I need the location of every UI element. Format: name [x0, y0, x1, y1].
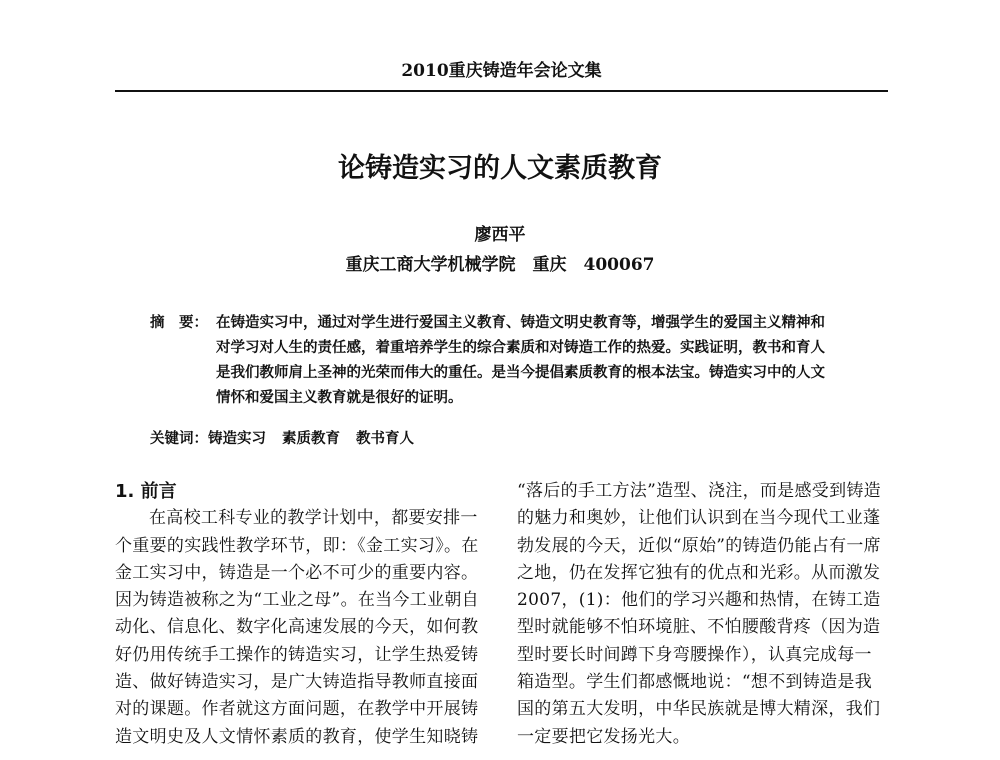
body-line: 对的课题。作者就这方面问题，在教学中开展铸 [115, 699, 479, 720]
body-line: 的魅力和奥妙，让他们认识到在当今现代工业蓬 [517, 508, 881, 529]
running-header: 2010重庆铸造年会论文集 [401, 61, 602, 81]
body-line: 箱造型。学生们都感慨地说：“想不到铸造是我 [517, 672, 872, 693]
body-line: 因为铸造被称之为“工业之母”。在当今工业朝自 [115, 590, 479, 611]
body-line: 在高校工科专业的教学计划中，都要安排一 [149, 508, 478, 529]
body-line: 国的第五大发明，中华民族就是博大精深，我们 [517, 699, 881, 720]
body-line: 造文明史及人文情怀素质的教育，使学生知晓铸 [115, 726, 479, 747]
section-heading: 1. 前言 [115, 481, 177, 502]
body-line: 2007，(1)：他们的学习兴趣和热情，在铸工造 [517, 590, 881, 611]
author-name: 廖西平 [474, 225, 526, 245]
abstract-line: 是我们教师肩上圣神的光荣而伟大的重任。是当今提倡素质教育的根本法宝。铸造实习中的人文 [216, 364, 825, 381]
abstract-line: 情怀和爱国主义教育就是很好的证明。 [216, 389, 463, 406]
header-rule [115, 90, 888, 92]
body-line: 型时要长时间蹲下身弯腰操作），认真完成每一 [517, 644, 872, 665]
keyword: 铸造实习 [208, 430, 266, 447]
keywords-label: 关键词： [150, 430, 208, 447]
abstract-line: 对学习对人生的责任感，着重培养学生的综合素质和对铸造工作的热爱。实践证明，教书和育人 [216, 339, 825, 356]
body-line: 动化、信息化、数字化高速发展的今天，如何教 [115, 617, 479, 638]
body-line: 金工实习中，铸造是一个必不可少的重要内容。 [115, 562, 479, 583]
body-line: 之地，仍在发挥它独有的优点和光彩。从而激发 [517, 562, 881, 583]
body-line: 个重要的实践性教学环节，即：《金工实习》。在 [115, 535, 479, 556]
abstract-label: 摘 要： [150, 314, 208, 331]
keywords [150, 426, 890, 451]
body-line: 型时就能够不怕环境脏、不怕腰酸背疼（因为造 [517, 617, 881, 638]
author-affiliation: 重庆工商大学机械学院 重庆 400067 [345, 255, 655, 275]
abstract-text: 在铸造实习中，通过对学生进行爱国主义教育、铸造文明史教育等，增强学生的爱国主义精神和 [216, 314, 825, 331]
abstract [150, 310, 890, 410]
body-column-right [517, 478, 895, 751]
body-line: 好仍用传统手工操作的铸造实习，让学生热爱铸 [115, 644, 479, 665]
body-line: 勃发展的今天，近似“原始”的铸造仍能占有一席 [517, 535, 881, 556]
keyword: 教书育人 [356, 430, 414, 447]
body-line: “落后的手工方法”造型、浇注，而是感受到铸造 [517, 481, 881, 501]
abstract-line [150, 310, 890, 335]
keyword: 素质教育 [282, 430, 340, 447]
paper-title: 论铸造实习的人文素质教育 [338, 153, 662, 184]
body-line: 造、做好铸造实习，是广大铸造指导教师直接面 [115, 672, 479, 693]
body-line: 一定要把它发扬光大。 [517, 726, 690, 747]
body-column-left [115, 478, 495, 751]
